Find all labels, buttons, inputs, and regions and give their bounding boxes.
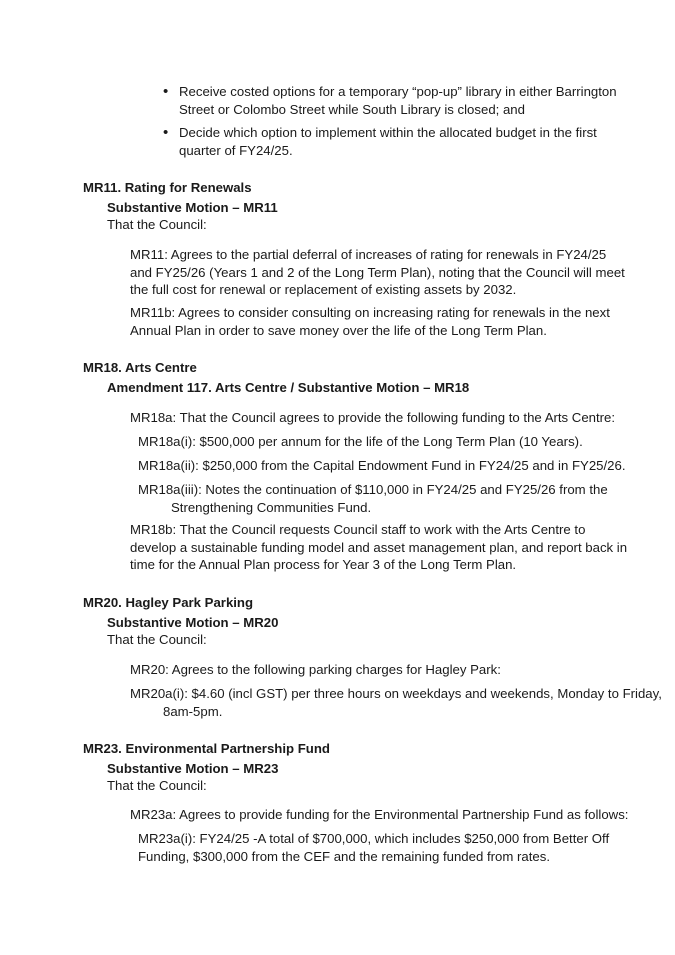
motion-intro-mr11: That the Council: [107,217,207,232]
resolution-mr20: MR20: Agrees to the following parking charges for Hagley Park: [130,662,501,677]
section-heading-mr18: MR18. Arts Centre [83,360,197,375]
resolution-mr20a-i: MR20a(i): $4.60 (incl GST) per three hours on weekdays and weekends, Monday to Friday, 8am-5pm. [130,686,662,719]
section-heading-mr20: MR20. Hagley Park Parking [83,595,254,610]
section-heading-mr23: MR23. Environmental Partnership Fund [83,741,330,756]
list-item: • Decide which option to implement within the allocated budget in the first quarter of FY24/25. [163,124,633,159]
resolution-mr18a: MR18a: That the Council agrees to provide the following funding to the Arts Centre: [130,410,616,425]
resolution-mr23a: MR23a: Agrees to provide funding for the Environmental Partnership Fund as follows: [130,807,629,822]
resolution-mr18a-iii: MR18a(iii): Notes the continuation of $110,000 in FY24/25 and FY25/26 from the Strengthening Communities Fund. [138,482,608,515]
resolution-mr23a-i: MR23a(i): FY24/25 -A total of $700,000, which includes $250,000 from Better Off Funding, $300,000 from the CEF and the remaining funded from rates. [138,831,610,864]
resolution-mr18b: MR18b: That the Council requests Council staff to work with the Arts Centre to develop a sustainable funding model and asset management plan, and report back in time for the Annual Plan process for Year 3 of the Long Term Plan. [130,522,628,572]
resolution-mr11b: MR11b: Agrees to consider consulting on increasing rating for renewals in the next Annual Plan in order to save money over the life of the Long Term Plan. [130,305,610,338]
intro-bullet-list [163,83,633,165]
motion-intro-mr23: That the Council: [107,778,207,793]
motion-intro-mr20: That the Council: [107,632,207,647]
section-heading-mr11: MR11. Rating for Renewals [83,180,252,195]
resolution-mr11: MR11: Agrees to the partial deferral of increases of rating for renewals in FY24/25 and FY25/26 (Years 1 and 2 of the Long Term Plan), noting that the Council will meet the full cost for renewal or replacement of existing assets by 2032. [130,247,625,297]
list-item: • Receive costed options for a temporary “pop-up” library in either Barrington Street or Colombo Street while South Library is closed; and [163,83,633,118]
motion-title-mr20: Substantive Motion – MR20 [107,615,279,630]
resolution-mr18a-ii: MR18a(ii): $250,000 from the Capital Endowment Fund in FY24/25 and in FY25/26. [138,458,626,473]
motion-title-mr18: Amendment 117. Arts Centre / Substantive Motion – MR18 [107,380,470,395]
resolution-mr18a-i: MR18a(i): $500,000 per annum for the life of the Long Term Plan (10 Years). [138,434,583,449]
motion-title-mr23: Substantive Motion – MR23 [107,761,279,776]
motion-title-mr11: Substantive Motion – MR11 [107,200,278,215]
